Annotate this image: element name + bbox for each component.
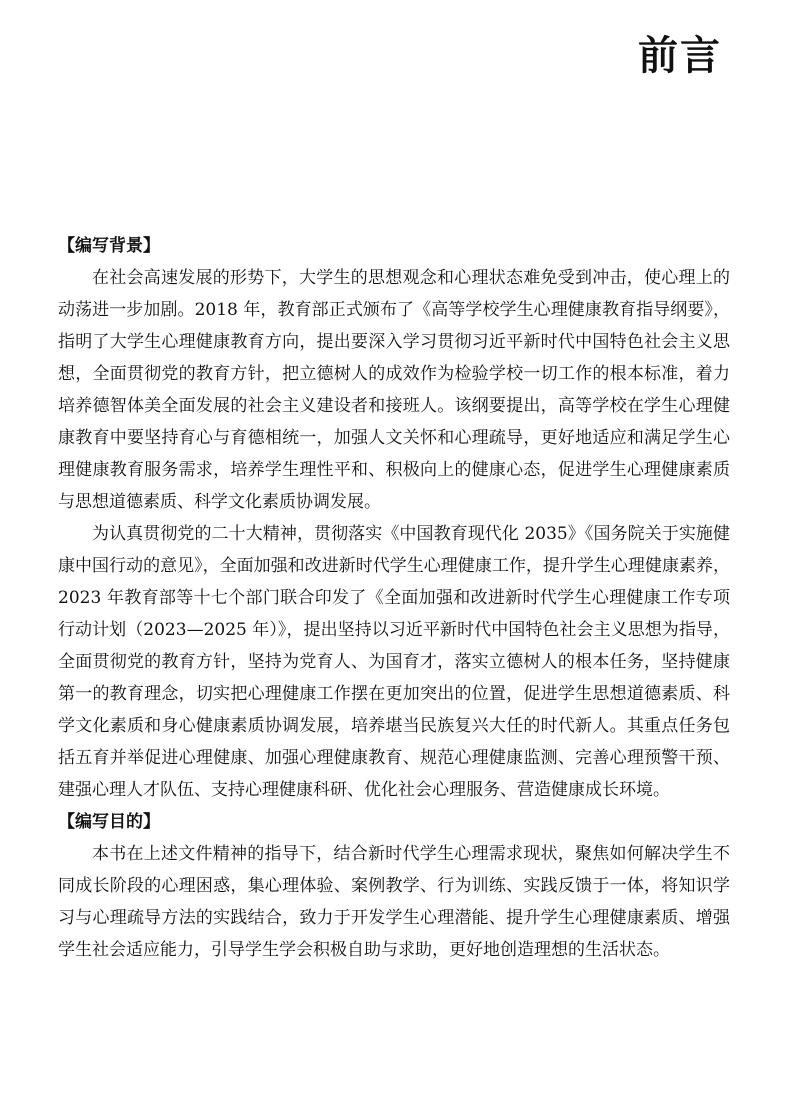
page-title: 前言 — [638, 33, 722, 79]
purpose-paragraph-1: 本书在上述文件精神的指导下，结合新时代学生心理需求现状，聚焦如何解决学生不同成长阶段的心理困惑，集心理体验、案例教学、行为训练、实践反馈于一体，将知识学习与心理疏导方法的实践结合，致力于开发学生心理潜能、提升学生心理健康素质、增强学生社会适应能力，引导学生学会积极自助与求助，更好地创造理想的生活状态。 — [58, 844, 730, 960]
background-paragraph-1: 在社会高速发展的形势下，大学生的思想观念和心理状态难免受到冲击，使心理上的动荡进一步加剧。2018 年，教育部正式颁布了《高等学校学生心理健康教育指导纲要》，指明了大学生心理健康教育方向，提出要深入学习贯彻习近平新时代中国特色社会主义思想，全面贯彻党的教育方针，把立德树人的成效作为检验学校一切工作的根本标准，着力培养德智体美全面发展的社会主义建设者和接班人。该纲要提出，高等学校在学生心理健康教育中要坚持育心与育德相统一，加强人文关怀和心理疏导，更好地适应和满足学生心理健康教育服务需求，培养学生理性平和、积极向上的健康心态，促进学生心理健康素质与思想道德素质、科学文化素质协调发展。 — [58, 268, 730, 512]
section-heading-purpose: 【编写目的】 — [58, 812, 160, 832]
section-heading-background: 【编写背景】 — [58, 236, 160, 256]
preface-body — [58, 230, 730, 966]
background-paragraph-2: 为认真贯彻党的二十大精神，贯彻落实《中国教育现代化 2035》《国务院关于实施健康中国行动的意见》，全面加强和改进新时代学生心理健康工作，提升学生心理健康素养，2023 年教育部等十七个部门联合印发了《全面加强和改进新时代学生心理健康工作专项行动计划（2023—2025 年）》，提出坚持以习近平新时代中国特色社会主义思想为指导，全面贯彻党的教育方针，坚持为党育人、为国育才，落实立德树人的根本任务，坚持健康第一的教育理念，切实把心理健康工作摆在更加突出的位置，促进学生思想道德素质、科学文化素质和身心健康素质协调发展，培养堪当民族复兴大任的时代新人。其重点任务包括五育并举促进心理健康、加强心理健康教育、规范心理健康监测、完善心理预警干预、建强心理人才队伍、支持心理健康科研、优化社会心理服务、营造健康成长环境。 — [58, 524, 730, 800]
section-background — [58, 230, 730, 806]
section-purpose — [58, 806, 730, 966]
